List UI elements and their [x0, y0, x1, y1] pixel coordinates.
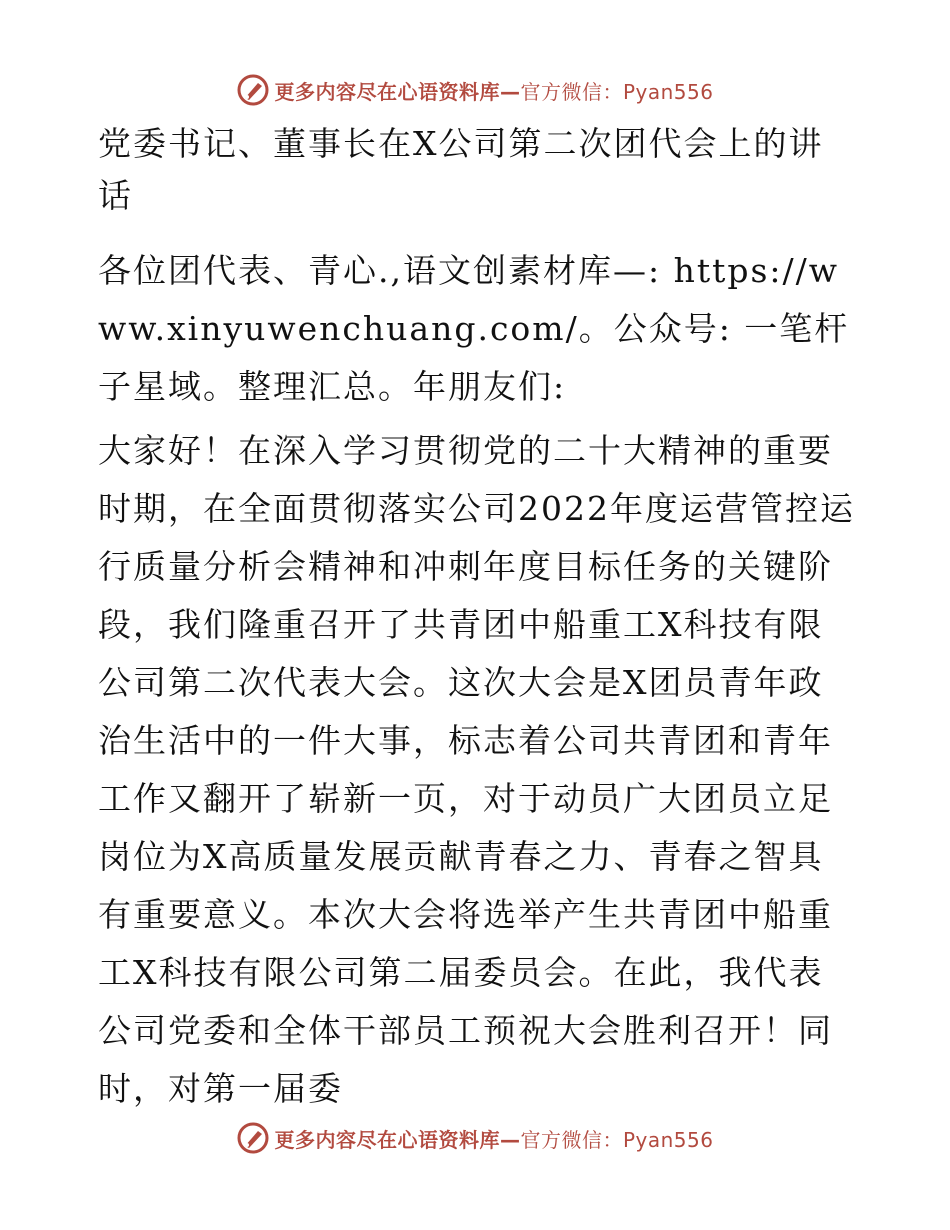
header-watermark-text: 更多内容尽在心语资料库—	[274, 79, 521, 104]
footer-watermark-banner	[0, 1118, 950, 1158]
document-body	[98, 118, 858, 1124]
footer-wechat-text: 官方微信：Pyan556	[520, 1127, 714, 1152]
document-title: 党委书记、董事长在X公司第二次团代会上的讲话	[98, 124, 824, 215]
pen-logo-icon	[236, 1121, 270, 1155]
header-watermark-banner	[0, 70, 950, 110]
paragraph-body: 大家好！在深入学习贯彻党的二十大精神的重要时期，在全面贯彻落实公司2022年度运营管控运行质量分析会精神和冲刺年度目标任务的关键阶段，我们隆重召开了共青团中船重工X科技有限公司第二次代表大会。这次大会是X团员青年政治生活中的一件大事，标志着公司共青团和青年工作又翻开了崭新一页，对于动员广大团员立足岗位为X高质量发展贡献青春之力、青春之智具有重要意义。本次大会将选举产生共青团中船重工X科技有限公司第二届委员会。在此，我代表公司党委和全体干部员工预祝大会胜利召开！同时，对第一届委	[98, 431, 855, 1108]
footer-watermark-text: 更多内容尽在心语资料库—	[274, 1127, 521, 1152]
pen-logo-icon	[236, 73, 270, 107]
header-wechat-text: 官方微信：Pyan556	[520, 79, 714, 104]
paragraph-salutation: 各位团代表、青心.,语文创素材库—: https://www.xinyuwenchuang.com/。公众号: 一笔杆子星域。整理汇总。年朋友们:	[98, 251, 850, 406]
